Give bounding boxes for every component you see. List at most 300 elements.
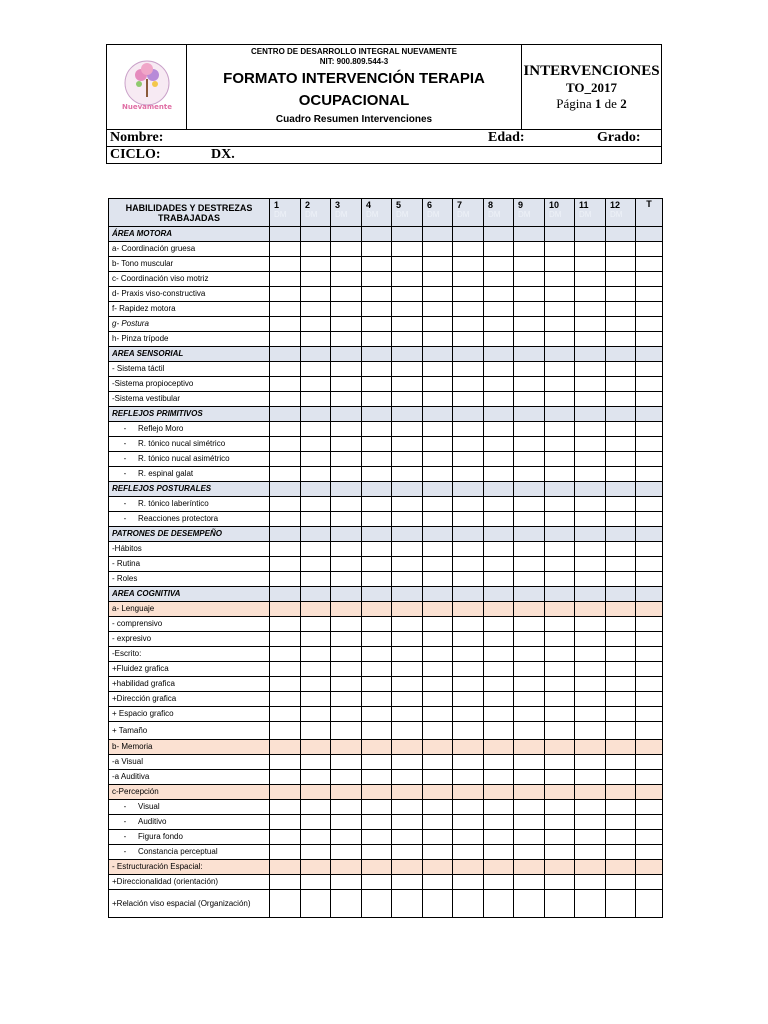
total-cell[interactable] — [636, 602, 663, 617]
score-cell[interactable] — [301, 662, 331, 677]
score-cell[interactable] — [545, 785, 575, 800]
score-cell[interactable] — [484, 362, 514, 377]
score-cell[interactable] — [392, 452, 423, 467]
score-cell[interactable] — [484, 467, 514, 482]
score-cell[interactable] — [545, 542, 575, 557]
score-cell[interactable] — [331, 617, 362, 632]
score-cell[interactable] — [545, 755, 575, 770]
score-cell[interactable] — [484, 452, 514, 467]
total-cell[interactable] — [636, 257, 663, 272]
score-cell[interactable] — [484, 497, 514, 512]
cycle-row[interactable] — [107, 147, 662, 164]
score-cell[interactable] — [606, 512, 636, 527]
score-cell[interactable] — [575, 542, 606, 557]
score-cell[interactable] — [575, 815, 606, 830]
total-cell[interactable] — [636, 347, 663, 362]
score-cell[interactable] — [484, 677, 514, 692]
score-cell[interactable] — [545, 272, 575, 287]
score-cell[interactable] — [514, 740, 545, 755]
score-cell[interactable] — [270, 740, 301, 755]
score-cell[interactable] — [606, 770, 636, 785]
score-cell[interactable] — [392, 617, 423, 632]
score-cell[interactable] — [606, 227, 636, 242]
score-cell[interactable] — [484, 437, 514, 452]
score-cell[interactable] — [270, 785, 301, 800]
score-cell[interactable] — [301, 707, 331, 722]
score-cell[interactable] — [301, 482, 331, 497]
score-cell[interactable] — [270, 707, 301, 722]
score-cell[interactable] — [514, 512, 545, 527]
score-cell[interactable] — [362, 647, 392, 662]
score-cell[interactable] — [453, 875, 484, 890]
score-cell[interactable] — [362, 452, 392, 467]
score-cell[interactable] — [484, 317, 514, 332]
score-cell[interactable] — [514, 755, 545, 770]
score-cell[interactable] — [301, 287, 331, 302]
score-cell[interactable] — [392, 632, 423, 647]
score-cell[interactable] — [362, 272, 392, 287]
score-cell[interactable] — [362, 392, 392, 407]
total-cell[interactable] — [636, 557, 663, 572]
score-cell[interactable] — [575, 227, 606, 242]
score-cell[interactable] — [423, 800, 453, 815]
score-cell[interactable] — [301, 632, 331, 647]
score-cell[interactable] — [514, 707, 545, 722]
score-cell[interactable] — [606, 257, 636, 272]
score-cell[interactable] — [270, 662, 301, 677]
score-cell[interactable] — [575, 317, 606, 332]
total-cell[interactable] — [636, 362, 663, 377]
score-cell[interactable] — [301, 542, 331, 557]
score-cell[interactable] — [514, 677, 545, 692]
score-cell[interactable] — [545, 677, 575, 692]
score-cell[interactable] — [423, 707, 453, 722]
score-cell[interactable] — [423, 557, 453, 572]
total-cell[interactable] — [636, 647, 663, 662]
score-cell[interactable] — [270, 242, 301, 257]
score-cell[interactable] — [514, 527, 545, 542]
score-cell[interactable] — [606, 587, 636, 602]
score-cell[interactable] — [301, 740, 331, 755]
score-cell[interactable] — [606, 800, 636, 815]
score-cell[interactable] — [545, 257, 575, 272]
score-cell[interactable] — [423, 257, 453, 272]
score-cell[interactable] — [484, 257, 514, 272]
score-cell[interactable] — [484, 647, 514, 662]
score-cell[interactable] — [331, 632, 362, 647]
score-cell[interactable] — [331, 227, 362, 242]
score-cell[interactable] — [606, 497, 636, 512]
score-cell[interactable] — [514, 602, 545, 617]
score-cell[interactable] — [362, 227, 392, 242]
score-cell[interactable] — [362, 302, 392, 317]
score-cell[interactable] — [301, 392, 331, 407]
score-cell[interactable] — [270, 512, 301, 527]
score-cell[interactable] — [423, 392, 453, 407]
score-cell[interactable] — [423, 527, 453, 542]
score-cell[interactable] — [606, 830, 636, 845]
score-cell[interactable] — [575, 662, 606, 677]
score-cell[interactable] — [362, 332, 392, 347]
score-cell[interactable] — [484, 815, 514, 830]
score-cell[interactable] — [545, 572, 575, 587]
score-cell[interactable] — [270, 800, 301, 815]
score-cell[interactable] — [362, 722, 392, 740]
score-cell[interactable] — [514, 377, 545, 392]
score-cell[interactable] — [545, 377, 575, 392]
score-cell[interactable] — [453, 587, 484, 602]
total-cell[interactable] — [636, 497, 663, 512]
score-cell[interactable] — [545, 662, 575, 677]
score-cell[interactable] — [270, 527, 301, 542]
score-cell[interactable] — [606, 722, 636, 740]
score-cell[interactable] — [484, 602, 514, 617]
score-cell[interactable] — [362, 242, 392, 257]
score-cell[interactable] — [453, 542, 484, 557]
score-cell[interactable] — [575, 785, 606, 800]
score-cell[interactable] — [484, 830, 514, 845]
score-cell[interactable] — [331, 362, 362, 377]
score-cell[interactable] — [301, 677, 331, 692]
score-cell[interactable] — [575, 407, 606, 422]
score-cell[interactable] — [362, 572, 392, 587]
score-cell[interactable] — [270, 647, 301, 662]
score-cell[interactable] — [453, 815, 484, 830]
total-cell[interactable] — [636, 287, 663, 302]
score-cell[interactable] — [392, 770, 423, 785]
score-cell[interactable] — [423, 452, 453, 467]
score-cell[interactable] — [331, 407, 362, 422]
score-cell[interactable] — [453, 437, 484, 452]
score-cell[interactable] — [423, 662, 453, 677]
score-cell[interactable] — [575, 740, 606, 755]
score-cell[interactable] — [453, 890, 484, 918]
score-cell[interactable] — [606, 692, 636, 707]
score-cell[interactable] — [362, 890, 392, 918]
total-cell[interactable] — [636, 890, 663, 918]
total-cell[interactable] — [636, 377, 663, 392]
score-cell[interactable] — [362, 800, 392, 815]
score-cell[interactable] — [301, 845, 331, 860]
score-cell[interactable] — [484, 242, 514, 257]
score-cell[interactable] — [362, 542, 392, 557]
score-cell[interactable] — [362, 317, 392, 332]
score-cell[interactable] — [331, 467, 362, 482]
score-cell[interactable] — [514, 467, 545, 482]
score-cell[interactable] — [514, 845, 545, 860]
total-cell[interactable] — [636, 272, 663, 287]
score-cell[interactable] — [545, 227, 575, 242]
score-cell[interactable] — [453, 647, 484, 662]
score-cell[interactable] — [453, 740, 484, 755]
score-cell[interactable] — [392, 707, 423, 722]
score-cell[interactable] — [301, 227, 331, 242]
total-cell[interactable] — [636, 227, 663, 242]
score-cell[interactable] — [392, 302, 423, 317]
score-cell[interactable] — [423, 542, 453, 557]
score-cell[interactable] — [484, 800, 514, 815]
score-cell[interactable] — [484, 890, 514, 918]
score-cell[interactable] — [484, 662, 514, 677]
score-cell[interactable] — [484, 422, 514, 437]
score-cell[interactable] — [545, 557, 575, 572]
score-cell[interactable] — [301, 242, 331, 257]
score-cell[interactable] — [545, 722, 575, 740]
score-cell[interactable] — [362, 692, 392, 707]
score-cell[interactable] — [270, 257, 301, 272]
score-cell[interactable] — [545, 740, 575, 755]
score-cell[interactable] — [423, 362, 453, 377]
score-cell[interactable] — [392, 467, 423, 482]
score-cell[interactable] — [545, 347, 575, 362]
score-cell[interactable] — [575, 497, 606, 512]
score-cell[interactable] — [545, 482, 575, 497]
score-cell[interactable] — [270, 437, 301, 452]
score-cell[interactable] — [362, 497, 392, 512]
score-cell[interactable] — [453, 572, 484, 587]
score-cell[interactable] — [514, 692, 545, 707]
score-cell[interactable] — [392, 272, 423, 287]
score-cell[interactable] — [514, 452, 545, 467]
score-cell[interactable] — [575, 377, 606, 392]
score-cell[interactable] — [423, 302, 453, 317]
score-cell[interactable] — [392, 422, 423, 437]
score-cell[interactable] — [545, 587, 575, 602]
score-cell[interactable] — [423, 677, 453, 692]
score-cell[interactable] — [545, 845, 575, 860]
score-cell[interactable] — [514, 890, 545, 918]
score-cell[interactable] — [606, 875, 636, 890]
score-cell[interactable] — [484, 287, 514, 302]
score-cell[interactable] — [301, 647, 331, 662]
score-cell[interactable] — [301, 407, 331, 422]
score-cell[interactable] — [362, 482, 392, 497]
score-cell[interactable] — [453, 362, 484, 377]
score-cell[interactable] — [514, 287, 545, 302]
score-cell[interactable] — [331, 770, 362, 785]
score-cell[interactable] — [575, 860, 606, 875]
score-cell[interactable] — [301, 422, 331, 437]
score-cell[interactable] — [331, 302, 362, 317]
score-cell[interactable] — [392, 362, 423, 377]
score-cell[interactable] — [392, 317, 423, 332]
score-cell[interactable] — [514, 587, 545, 602]
score-cell[interactable] — [331, 437, 362, 452]
score-cell[interactable] — [423, 740, 453, 755]
score-cell[interactable] — [392, 755, 423, 770]
score-cell[interactable] — [514, 332, 545, 347]
total-cell[interactable] — [636, 800, 663, 815]
score-cell[interactable] — [331, 875, 362, 890]
score-cell[interactable] — [392, 287, 423, 302]
total-cell[interactable] — [636, 437, 663, 452]
score-cell[interactable] — [484, 542, 514, 557]
score-cell[interactable] — [392, 497, 423, 512]
score-cell[interactable] — [514, 647, 545, 662]
score-cell[interactable] — [453, 347, 484, 362]
score-cell[interactable] — [545, 602, 575, 617]
score-cell[interactable] — [575, 362, 606, 377]
score-cell[interactable] — [392, 740, 423, 755]
score-cell[interactable] — [514, 815, 545, 830]
score-cell[interactable] — [606, 272, 636, 287]
score-cell[interactable] — [392, 830, 423, 845]
score-cell[interactable] — [514, 407, 545, 422]
score-cell[interactable] — [545, 890, 575, 918]
score-cell[interactable] — [514, 875, 545, 890]
score-cell[interactable] — [392, 722, 423, 740]
score-cell[interactable] — [362, 677, 392, 692]
total-cell[interactable] — [636, 755, 663, 770]
score-cell[interactable] — [392, 377, 423, 392]
score-cell[interactable] — [301, 467, 331, 482]
score-cell[interactable] — [606, 422, 636, 437]
score-cell[interactable] — [453, 257, 484, 272]
score-cell[interactable] — [362, 407, 392, 422]
score-cell[interactable] — [453, 632, 484, 647]
score-cell[interactable] — [575, 617, 606, 632]
score-cell[interactable] — [545, 692, 575, 707]
score-cell[interactable] — [453, 707, 484, 722]
score-cell[interactable] — [484, 482, 514, 497]
score-cell[interactable] — [606, 662, 636, 677]
score-cell[interactable] — [545, 815, 575, 830]
score-cell[interactable] — [270, 542, 301, 557]
total-cell[interactable] — [636, 677, 663, 692]
score-cell[interactable] — [423, 770, 453, 785]
score-cell[interactable] — [392, 527, 423, 542]
score-cell[interactable] — [453, 272, 484, 287]
score-cell[interactable] — [331, 377, 362, 392]
score-cell[interactable] — [270, 572, 301, 587]
score-cell[interactable] — [301, 572, 331, 587]
score-cell[interactable] — [331, 392, 362, 407]
score-cell[interactable] — [484, 227, 514, 242]
score-cell[interactable] — [331, 677, 362, 692]
score-cell[interactable] — [514, 722, 545, 740]
score-cell[interactable] — [514, 617, 545, 632]
score-cell[interactable] — [362, 875, 392, 890]
score-cell[interactable] — [453, 242, 484, 257]
score-cell[interactable] — [514, 422, 545, 437]
score-cell[interactable] — [514, 497, 545, 512]
score-cell[interactable] — [392, 602, 423, 617]
score-cell[interactable] — [606, 332, 636, 347]
score-cell[interactable] — [453, 617, 484, 632]
score-cell[interactable] — [484, 407, 514, 422]
score-cell[interactable] — [362, 257, 392, 272]
total-cell[interactable] — [636, 512, 663, 527]
score-cell[interactable] — [575, 272, 606, 287]
total-cell[interactable] — [636, 860, 663, 875]
total-cell[interactable] — [636, 392, 663, 407]
score-cell[interactable] — [331, 740, 362, 755]
score-cell[interactable] — [362, 845, 392, 860]
score-cell[interactable] — [453, 800, 484, 815]
score-cell[interactable] — [606, 617, 636, 632]
score-cell[interactable] — [606, 602, 636, 617]
score-cell[interactable] — [270, 407, 301, 422]
score-cell[interactable] — [362, 527, 392, 542]
score-cell[interactable] — [301, 557, 331, 572]
score-cell[interactable] — [453, 287, 484, 302]
score-cell[interactable] — [575, 770, 606, 785]
total-cell[interactable] — [636, 332, 663, 347]
score-cell[interactable] — [423, 632, 453, 647]
score-cell[interactable] — [301, 860, 331, 875]
score-cell[interactable] — [575, 647, 606, 662]
score-cell[interactable] — [362, 467, 392, 482]
total-cell[interactable] — [636, 617, 663, 632]
score-cell[interactable] — [362, 785, 392, 800]
score-cell[interactable] — [392, 482, 423, 497]
score-cell[interactable] — [514, 830, 545, 845]
score-cell[interactable] — [331, 482, 362, 497]
score-cell[interactable] — [453, 557, 484, 572]
score-cell[interactable] — [423, 845, 453, 860]
score-cell[interactable] — [453, 407, 484, 422]
score-cell[interactable] — [606, 287, 636, 302]
score-cell[interactable] — [545, 830, 575, 845]
score-cell[interactable] — [545, 407, 575, 422]
score-cell[interactable] — [453, 227, 484, 242]
score-cell[interactable] — [575, 392, 606, 407]
score-cell[interactable] — [301, 602, 331, 617]
score-cell[interactable] — [575, 527, 606, 542]
score-cell[interactable] — [301, 800, 331, 815]
score-cell[interactable] — [484, 845, 514, 860]
score-cell[interactable] — [392, 785, 423, 800]
score-cell[interactable] — [606, 572, 636, 587]
score-cell[interactable] — [545, 317, 575, 332]
score-cell[interactable] — [301, 332, 331, 347]
score-cell[interactable] — [423, 242, 453, 257]
score-cell[interactable] — [484, 785, 514, 800]
score-cell[interactable] — [606, 740, 636, 755]
score-cell[interactable] — [270, 377, 301, 392]
total-cell[interactable] — [636, 692, 663, 707]
score-cell[interactable] — [484, 527, 514, 542]
score-cell[interactable] — [484, 347, 514, 362]
total-cell[interactable] — [636, 527, 663, 542]
total-cell[interactable] — [636, 302, 663, 317]
score-cell[interactable] — [270, 347, 301, 362]
score-cell[interactable] — [270, 272, 301, 287]
score-cell[interactable] — [606, 890, 636, 918]
score-cell[interactable] — [423, 815, 453, 830]
score-cell[interactable] — [423, 785, 453, 800]
score-cell[interactable] — [331, 815, 362, 830]
score-cell[interactable] — [575, 755, 606, 770]
score-cell[interactable] — [331, 722, 362, 740]
score-cell[interactable] — [606, 755, 636, 770]
score-cell[interactable] — [270, 830, 301, 845]
score-cell[interactable] — [484, 572, 514, 587]
score-cell[interactable] — [331, 527, 362, 542]
score-cell[interactable] — [301, 722, 331, 740]
score-cell[interactable] — [301, 815, 331, 830]
score-cell[interactable] — [453, 467, 484, 482]
score-cell[interactable] — [575, 845, 606, 860]
total-cell[interactable] — [636, 482, 663, 497]
score-cell[interactable] — [362, 860, 392, 875]
score-cell[interactable] — [575, 587, 606, 602]
score-cell[interactable] — [484, 632, 514, 647]
score-cell[interactable] — [606, 860, 636, 875]
total-cell[interactable] — [636, 542, 663, 557]
score-cell[interactable] — [545, 332, 575, 347]
score-cell[interactable] — [270, 632, 301, 647]
